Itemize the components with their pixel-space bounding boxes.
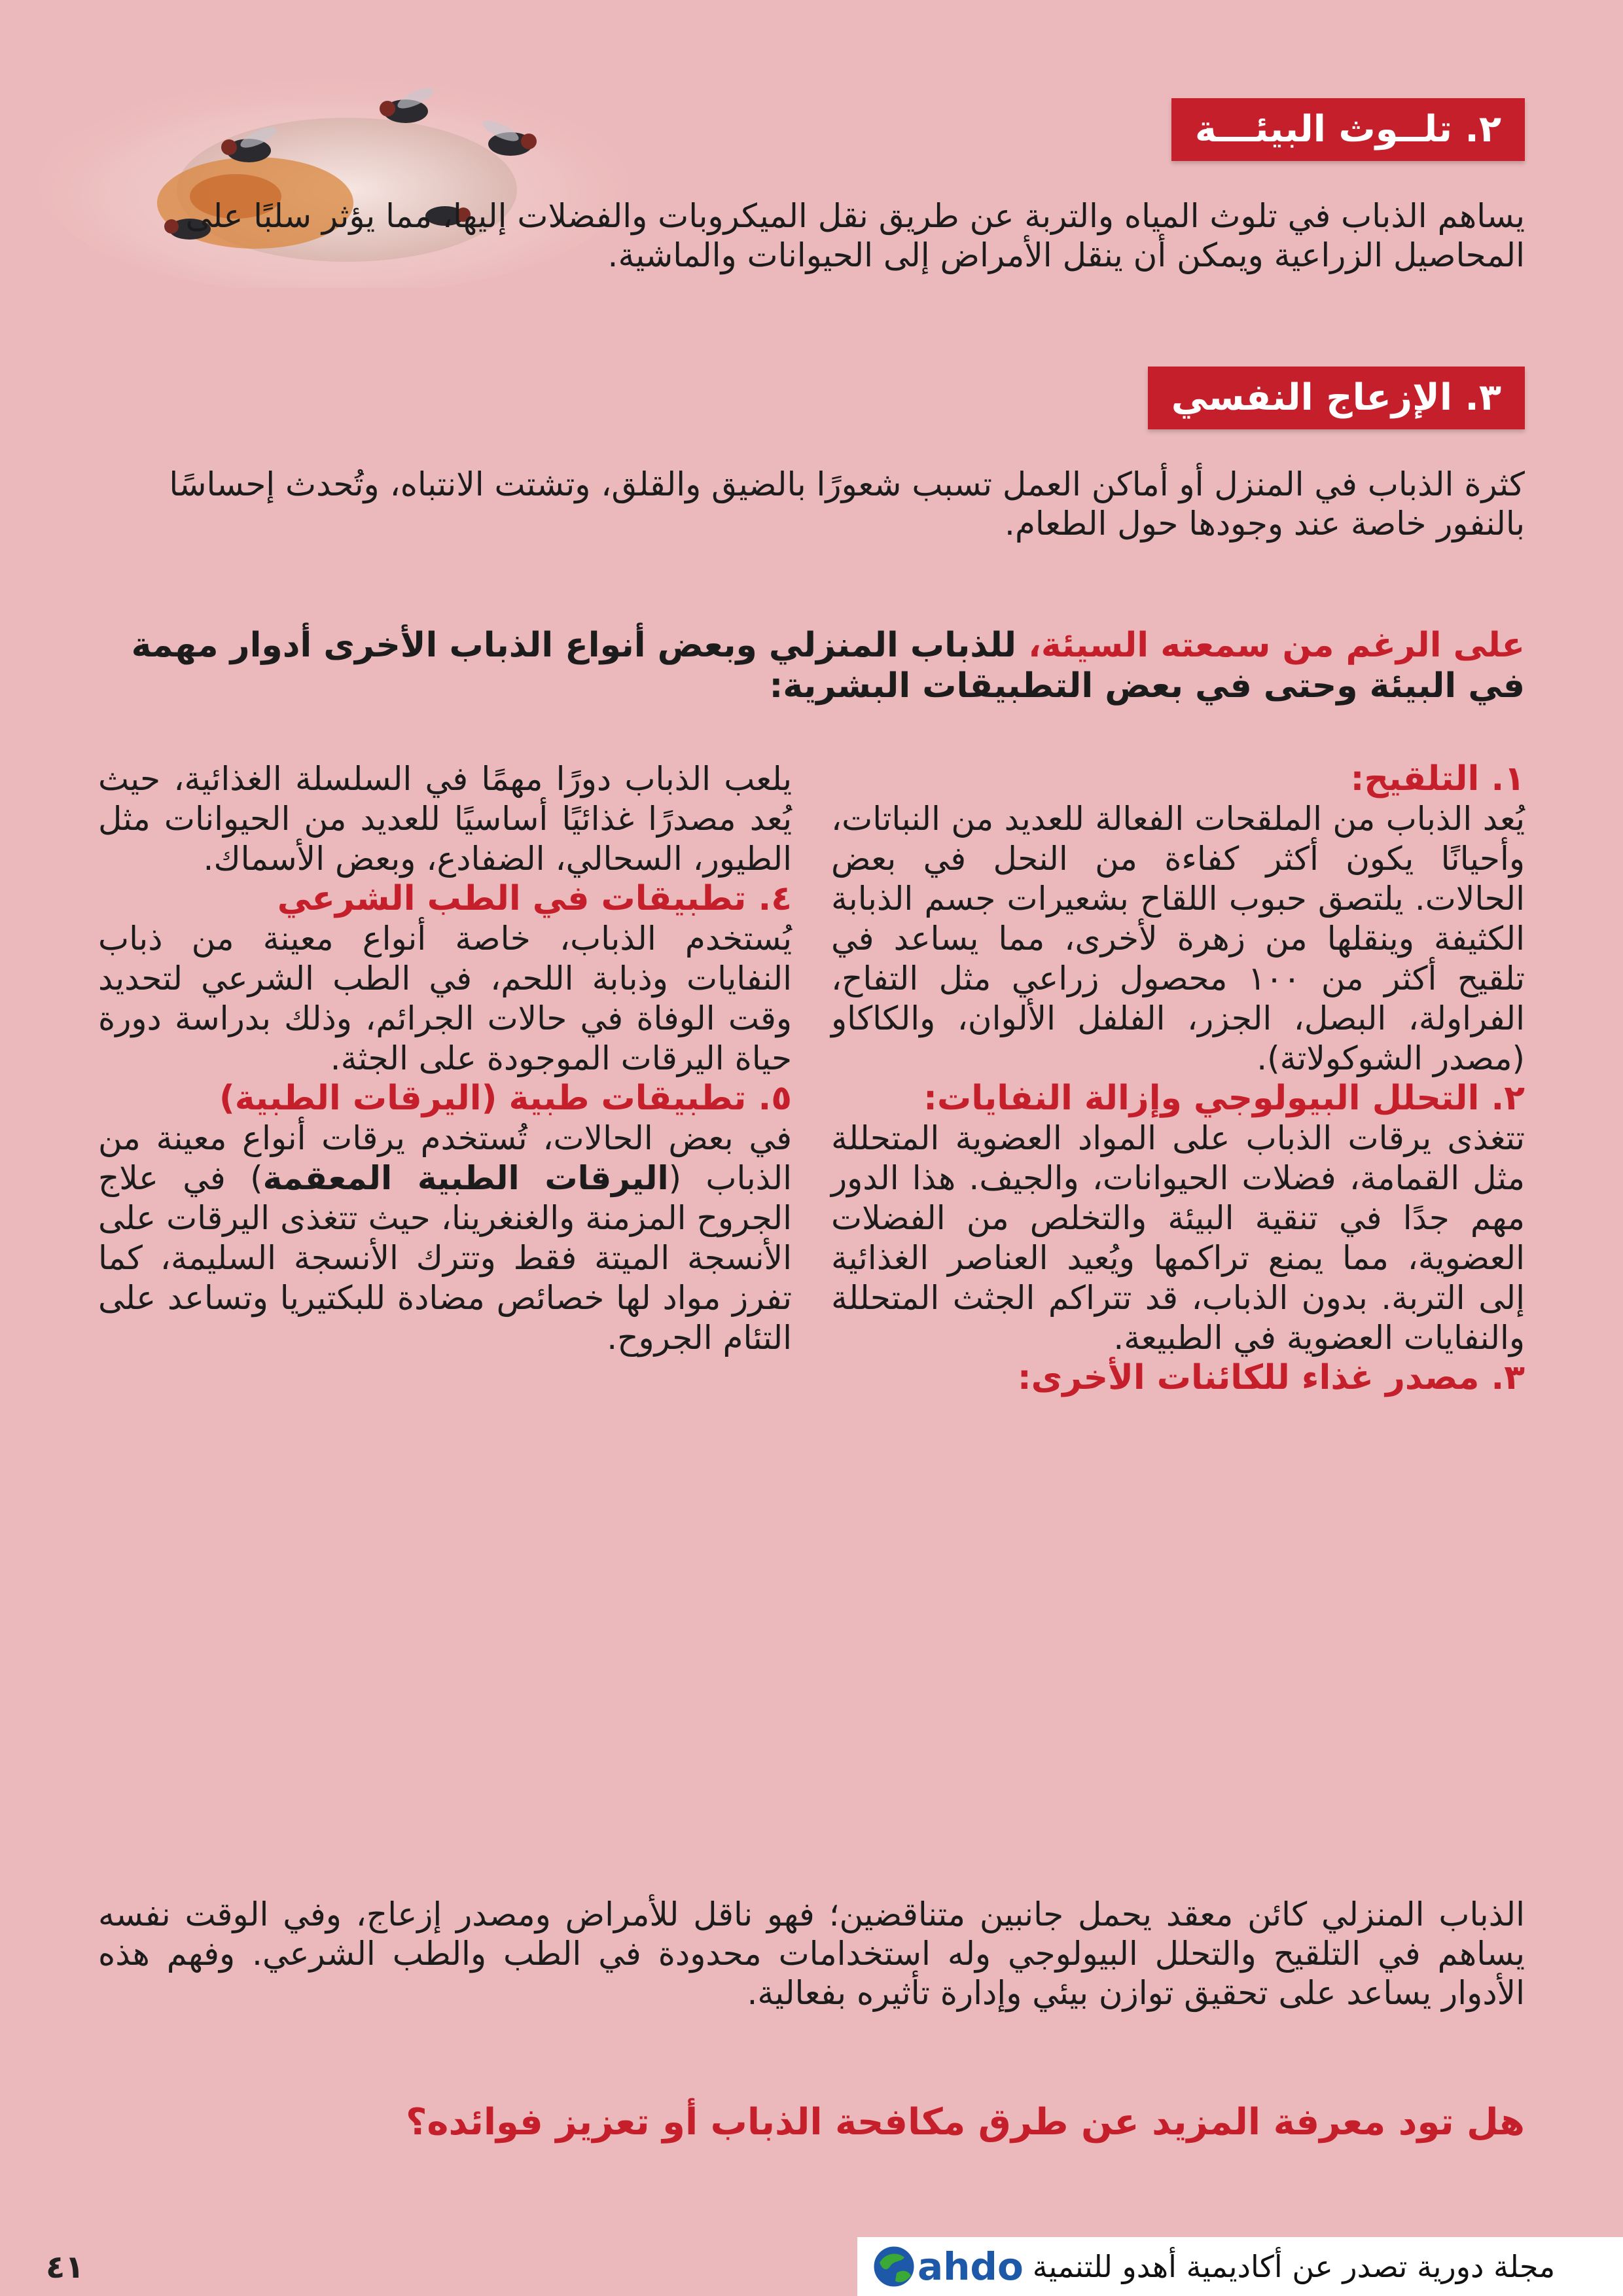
benefit-text-food-source: يلعب الذباب دورًا مهمًا في السلسلة الغذائية، حيث يُعد مصدرًا غذائيًا أساسيًا للعديد من الحيوانات مثل الطيور، السحالي، الضفادع، وبعض الأسماك.	[98, 760, 792, 878]
section-heading-psychological: ٣. الإزعاج النفسي	[1148, 367, 1525, 429]
benefit-text-biodegradation: تتغذى يرقات الذباب على المواد العضوية المتحللة مثل القمامة، فضلات الحيوانات، والجيف. هذا الدور مهم جدًا في تنقية البيئة والتخلص من الفضلات العضوية، مما يمنع تراكمها ويُعيد العناصر الغذائية إلى التربة. بدون الذباب، قد تتراكم الجثث المتحللة والنفايات العضوية في الطبيعة.	[831, 1119, 1525, 1357]
benefits-column-right	[831, 759, 1525, 1398]
logo-text: ahdo	[918, 2244, 1024, 2289]
benefit-text-forensic: يُستخدم الذباب، خاصة أنواع معينة من ذباب النفايات وذبابة اللحم، في الطب الشرعي لتحديد وقت الوفاة في حالات الجرائم، وذلك بدراسة دورة حياة اليرقات الموجودة على الجثة.	[98, 920, 792, 1077]
ahdo-logo	[870, 2243, 1024, 2290]
benefit-title-pollination: ١. التلقيح:	[1350, 759, 1525, 798]
section-heading-pollution: ٢. تلــوث البيئـــة	[1171, 98, 1525, 161]
ahdo-globe-logo-icon	[870, 2243, 918, 2290]
benefits-intro	[98, 625, 1525, 706]
benefits-column-left	[98, 759, 792, 1358]
benefit-title-biodegradation: ٢. التحلل البيولوجي وإزالة النفايات:	[923, 1079, 1525, 1118]
benefit-text-pollination: يُعد الذباب من الملقحات الفعالة للعديد من النباتات، وأحيانًا يكون أكثر كفاءة من النحل في بعض الحالات. يلتصق حبوب اللقاح بشعيرات جسم الذبابة الكثيفة وينقلها من زهرة لأخرى، مما يساعد في تلقيح أكثر من ١٠٠ محصول زراعي مثل التفاح، الفراولة، البصل، الجزر، الفلفل الألوان، والكاكاو (مصدر الشوكولاتة).	[831, 800, 1525, 1077]
medical-text-part-b: ) في علاج الجروح المزمنة والغنغرينا، حيث تتغذى اليرقات على الأنسجة الميتة فقط وتترك الأنسجة السليمة، كما تفرز مواد لها خصائص مضادة للبكتيريا وتساعد على التئام الجروح.	[98, 1159, 792, 1357]
closing-question: هل تود معرفة المزيد عن طرق مكافحة الذباب أو تعزيز فوائده؟	[405, 2101, 1525, 2144]
benefit-title-food-source: ٣. مصدر غذاء للكائنات الأخرى:	[1017, 1358, 1525, 1397]
section-text-pollution: يساهم الذباب في تلوث المياه والتربة عن طريق نقل الميكروبات والفضلات إليها، مما يؤثر سلبًا على المحاصيل الزراعية ويمكن أن ينقل الأمراض إلى الحيوانات والماشية.	[185, 197, 1525, 274]
footer-bar	[857, 2237, 1623, 2296]
publisher-text: مجلة دورية تصدر عن أكاديمية أهدو للتنمية	[1032, 2249, 1556, 2284]
section-text-psychological: كثرة الذباب في المنزل أو أماكن العمل تسبب شعورًا بالضيق والقلق، وتشتت الانتباه، وتُحدث إحساسًا بالنفور خاصة عند وجودها حول الطعام.	[169, 465, 1525, 543]
benefit-title-forensic: ٤. تطبيقات في الطب الشرعي	[277, 879, 792, 918]
benefit-title-medical: ٥. تطبيقات طبية (اليرقات الطبية)	[219, 1079, 792, 1118]
medical-text-part-a: في بعض الحالات، تُستخدم يرقات أنواع معينة من الذباب (	[98, 1119, 792, 1197]
intro-black-text: للذباب المنزلي وبعض أنواع الذباب الأخرى أدوار مهمة في البيئة وحتى في بعض التطبيقات البشرية:	[131, 626, 1525, 706]
benefit-text-medical	[98, 1119, 792, 1358]
intro-red-text: على الرغم من سمعته السيئة،	[1016, 626, 1525, 665]
conclusion-text: الذباب المنزلي كائن معقد يحمل جانبين متناقضين؛ فهو ناقل للأمراض ومصدر إزعاج، وفي الوقت نفسه يساهم في التلقيح والتحلل البيولوجي وله استخدامات محدودة في الطب والطب الشرعي. وفهم هذه الأدوار يساعد على تحقيق توازن بيئي وإدارة تأثيره بفعالية.	[98, 1895, 1525, 2012]
page-number: ٤١	[46, 2249, 84, 2286]
medical-text-bold: اليرقات الطبية المعقمة	[262, 1159, 669, 1197]
